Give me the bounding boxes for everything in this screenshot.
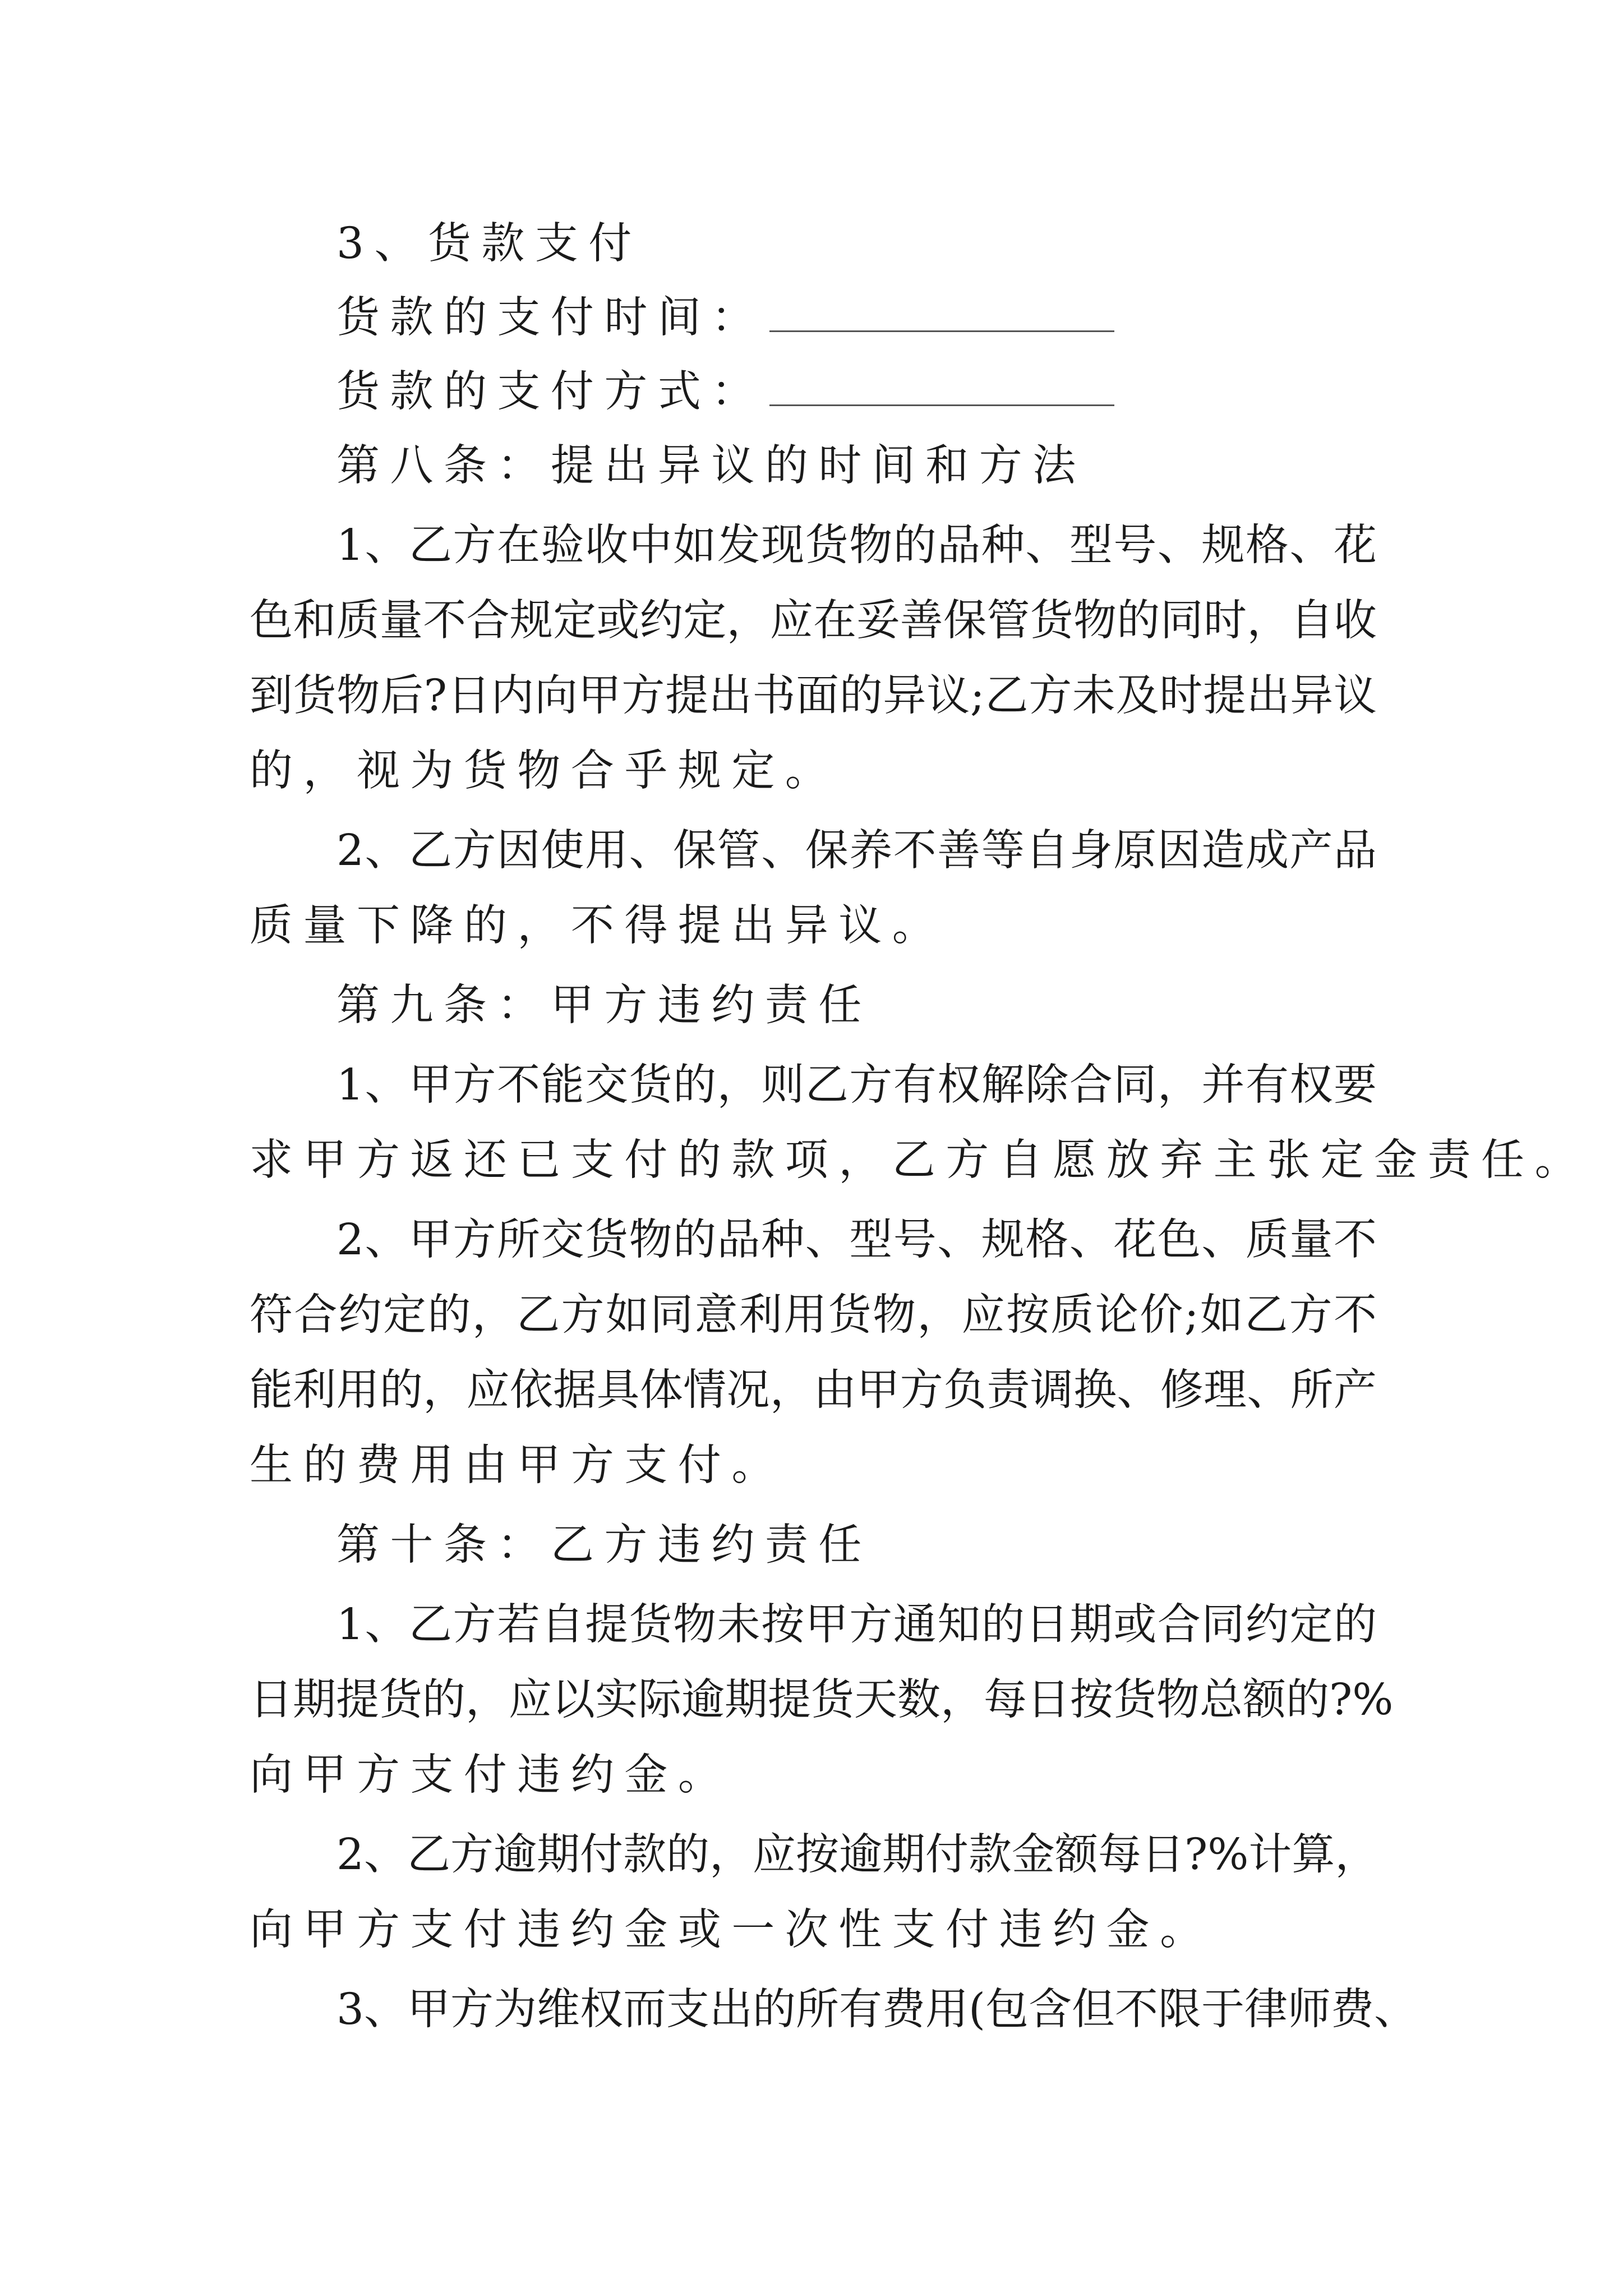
- article-10-title: 第十条：乙方违约责任: [336, 1520, 872, 1570]
- article-8-clause-1-line: 的，视为货物合乎规定。: [250, 746, 839, 796]
- article-10-clause-3-line: 3、甲方为维权而支出的所有费用(包含但不限于律师费、: [336, 1985, 1418, 2035]
- article-9-clause-2-line: 2、甲方所交货物的品种、型号、规格、花色、质量不: [336, 1215, 1377, 1265]
- payment-method-row: [336, 355, 1464, 430]
- article-10-clause-1-line: 向甲方支付违约金。: [250, 1750, 732, 1800]
- article-9-clause-1-line: 1、甲方不能交货的，则乙方有权解除合同，并有权要: [336, 1060, 1377, 1110]
- article-9-clause-2-line: 能利用的，应依据具体情况，由甲方负责调换、修理、所产: [250, 1365, 1377, 1415]
- article-10-clause-1-line: 日期提货的，应以实际逾期提货天数，每日按货物总额的?%: [250, 1675, 1394, 1725]
- article-8-clause-1-line: 色和质量不合规定或约定，应在妥善保管货物的同时，自收: [250, 596, 1377, 646]
- payment-time-blank[interactable]: [769, 296, 1114, 332]
- article-8-clause-1-line: 到货物后?日内向甲方提出书面的异议;乙方未及时提出异议: [250, 671, 1377, 721]
- article-9-clause-1-line: 求甲方返还已支付的款项，乙方自愿放弃主张定金责任。: [250, 1135, 1588, 1185]
- payment-method-label: 货款的支付方式：: [336, 367, 765, 417]
- article-9-clause-2-line: 生的费用由甲方支付。: [250, 1441, 785, 1490]
- article-8-title: 第八条：提出异议的时间和方法: [336, 441, 1086, 491]
- section-heading-payment: 3、货款支付: [336, 219, 642, 269]
- article-9-clause-2-line: 符合约定的，乙方如同意利用货物，应按质论价;如乙方不: [250, 1290, 1377, 1340]
- article-8-clause-1-line: 1、乙方在验收中如发现货物的品种、型号、规格、花: [336, 521, 1377, 570]
- article-10-clause-2-line: 向甲方支付违约金或一次性支付违约金。: [250, 1905, 1214, 1955]
- payment-time-row: [336, 280, 1464, 356]
- article-8-clause-2-line: 2、乙方因使用、保管、保养不善等自身原因造成产品: [336, 826, 1377, 876]
- payment-method-blank[interactable]: [769, 370, 1114, 406]
- article-10-clause-1-line: 1、乙方若自提货物未按甲方通知的日期或合同约定的: [336, 1600, 1377, 1650]
- article-9-title: 第九条：甲方违约责任: [336, 981, 872, 1030]
- article-8-clause-2-line: 质量下降的，不得提出异议。: [250, 901, 946, 951]
- payment-time-label: 货款的支付时间：: [336, 293, 765, 343]
- article-10-clause-2-line: 2、乙方逾期付款的，应按逾期付款金额每日?%计算，: [336, 1830, 1378, 1880]
